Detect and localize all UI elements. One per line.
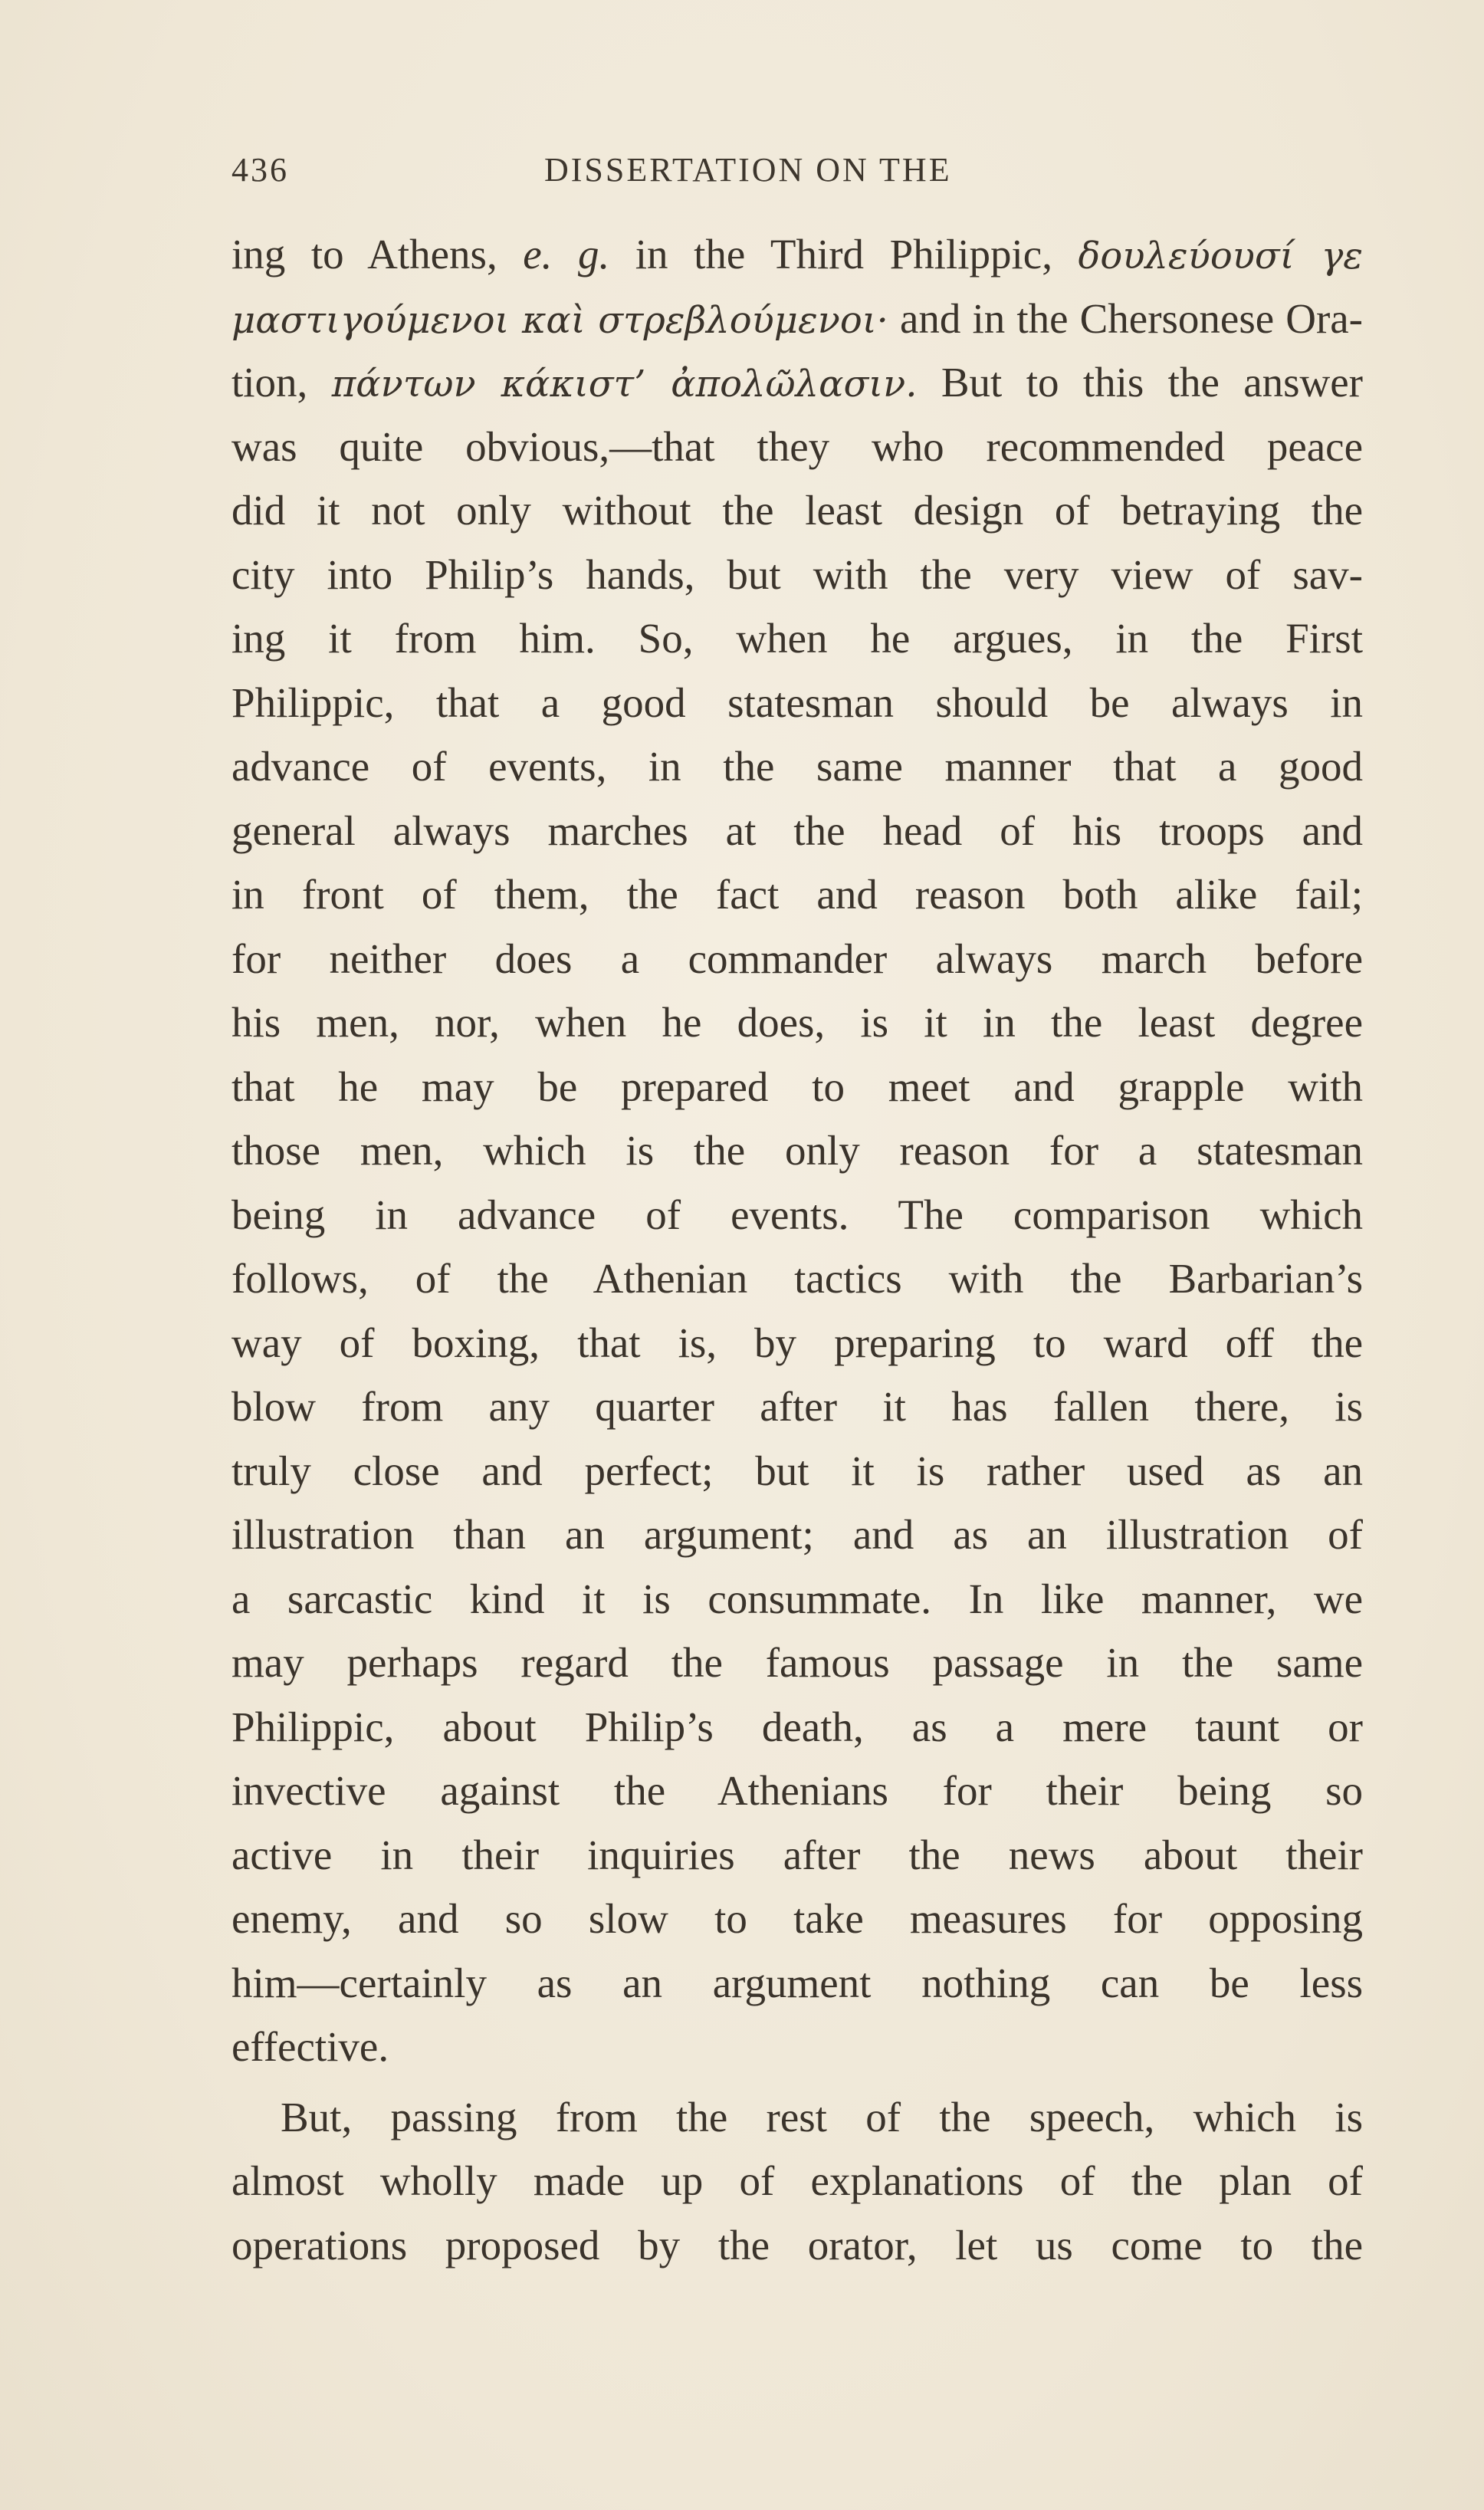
text-run: general always marches at the head of his troops and: [231, 807, 1363, 854]
text-run: city into Philip’s hands, but with the very view of sav-: [231, 550, 1363, 598]
text-line: [231, 415, 1363, 479]
text-run: in the Third Philippic,: [609, 231, 1079, 278]
text-run: for neither does a commander always march before: [231, 935, 1363, 982]
text-run: may perhaps regard the famous passage in the same: [231, 1639, 1363, 1686]
text-line: [231, 1247, 1363, 1311]
page-number: 436: [231, 151, 289, 189]
text-line: [231, 1887, 1363, 1951]
text-run: ing to Athens,: [231, 231, 524, 278]
text-run: effective.: [231, 2023, 389, 2070]
text-line: [231, 1503, 1363, 1567]
text-line: [231, 1823, 1363, 1887]
text-line: [231, 671, 1363, 735]
text-run: in front of them, the fact and reason both alike fail;: [231, 871, 1363, 918]
text-run: and in the Chersonese Ora-: [888, 294, 1363, 342]
text-run: was quite obvious,—that they who recommended peace: [231, 422, 1363, 470]
text-line: [231, 799, 1363, 863]
text-line: [231, 1375, 1363, 1439]
greek-quotation: πάντων κάκιστ’ ἀπολῶλασιν.: [331, 363, 918, 406]
text-line: [231, 862, 1363, 927]
text-run: that he may be prepared to meet and grapple with: [231, 1063, 1363, 1110]
text-run: But, passing from the rest of the speech, which is: [281, 2093, 1363, 2140]
running-title: DISSERTATION ON THE: [544, 151, 952, 189]
text-run: active in their inquiries after the news about their: [231, 1831, 1363, 1878]
text-run: ing it from him. So, when he argues, in the First: [231, 615, 1363, 662]
italic-abbreviation: e. g.: [523, 231, 610, 278]
text-line: [231, 2085, 1363, 2150]
running-head: [231, 150, 1042, 199]
text-run: his men, nor, when he does, is it in the least degree: [231, 999, 1363, 1046]
text-line: [231, 1695, 1363, 1759]
text-line: [231, 991, 1363, 1055]
text-run: those men, which is the only reason for a statesman: [231, 1127, 1363, 1174]
text-run: being in advance of events. The comparison which: [231, 1191, 1363, 1238]
text-run: operations proposed by the orator, let us come to the: [231, 2221, 1363, 2269]
greek-quotation: μαστιγούμενοι καὶ στρεβλούμενοι·: [231, 298, 888, 342]
text-run: invective against the Athenians for their being so: [231, 1767, 1363, 1814]
text-run: illustration than an argument; and as an illustration of: [231, 1511, 1363, 1558]
text-run: tion,: [231, 359, 332, 406]
text-run: follows, of the Athenian tactics with the Barbarian’s: [231, 1255, 1363, 1302]
text-line: [231, 2015, 1363, 2079]
text-run: Philippic, about Philip’s death, as a mere taunt or: [231, 1703, 1363, 1750]
text-run: a sarcastic kind it is consummate. In like manner, we: [231, 1575, 1363, 1622]
text-line: [231, 478, 1363, 543]
text-line: [231, 2213, 1363, 2278]
text-line: [231, 287, 1363, 351]
text-run: But to this the answer: [917, 359, 1364, 406]
text-line: [231, 1439, 1363, 1503]
text-run: truly close and perfect; but it is rather used as an: [231, 1447, 1363, 1494]
text-line: [231, 2149, 1363, 2213]
text-line: [231, 1951, 1363, 2016]
text-run: advance of events, in the same manner that a good: [231, 743, 1363, 790]
text-line: [231, 1183, 1363, 1247]
text-run: blow from any quarter after it has fallen there, is: [231, 1383, 1363, 1430]
text-line: [231, 1119, 1363, 1183]
text-line: [231, 1759, 1363, 1823]
text-run: did it not only without the least design of betraying the: [231, 487, 1363, 534]
text-line: [231, 1567, 1363, 1631]
greek-quotation: δουλεύουσί γε: [1078, 235, 1364, 278]
text-line: [231, 543, 1363, 607]
text-run: way of boxing, that is, by preparing to ward off the: [231, 1319, 1363, 1366]
text-run: almost wholly made up of explanations of the plan of: [231, 2157, 1363, 2204]
text-run: him—certainly as an argument nothing can be less: [231, 1959, 1363, 2006]
text-line: [231, 606, 1363, 671]
paragraph-gap: [231, 2079, 1363, 2085]
text-run: enemy, and so slow to take measures for opposing: [231, 1895, 1363, 1942]
text-line: [231, 222, 1363, 287]
text-line: [231, 1055, 1363, 1119]
text-line: [231, 734, 1363, 799]
text-line: [231, 1311, 1363, 1375]
text-line: [231, 1631, 1363, 1695]
body-text: [231, 222, 1363, 2277]
text-line: [231, 927, 1363, 991]
text-line: [231, 350, 1363, 415]
text-run: Philippic, that a good statesman should be always in: [231, 678, 1363, 726]
